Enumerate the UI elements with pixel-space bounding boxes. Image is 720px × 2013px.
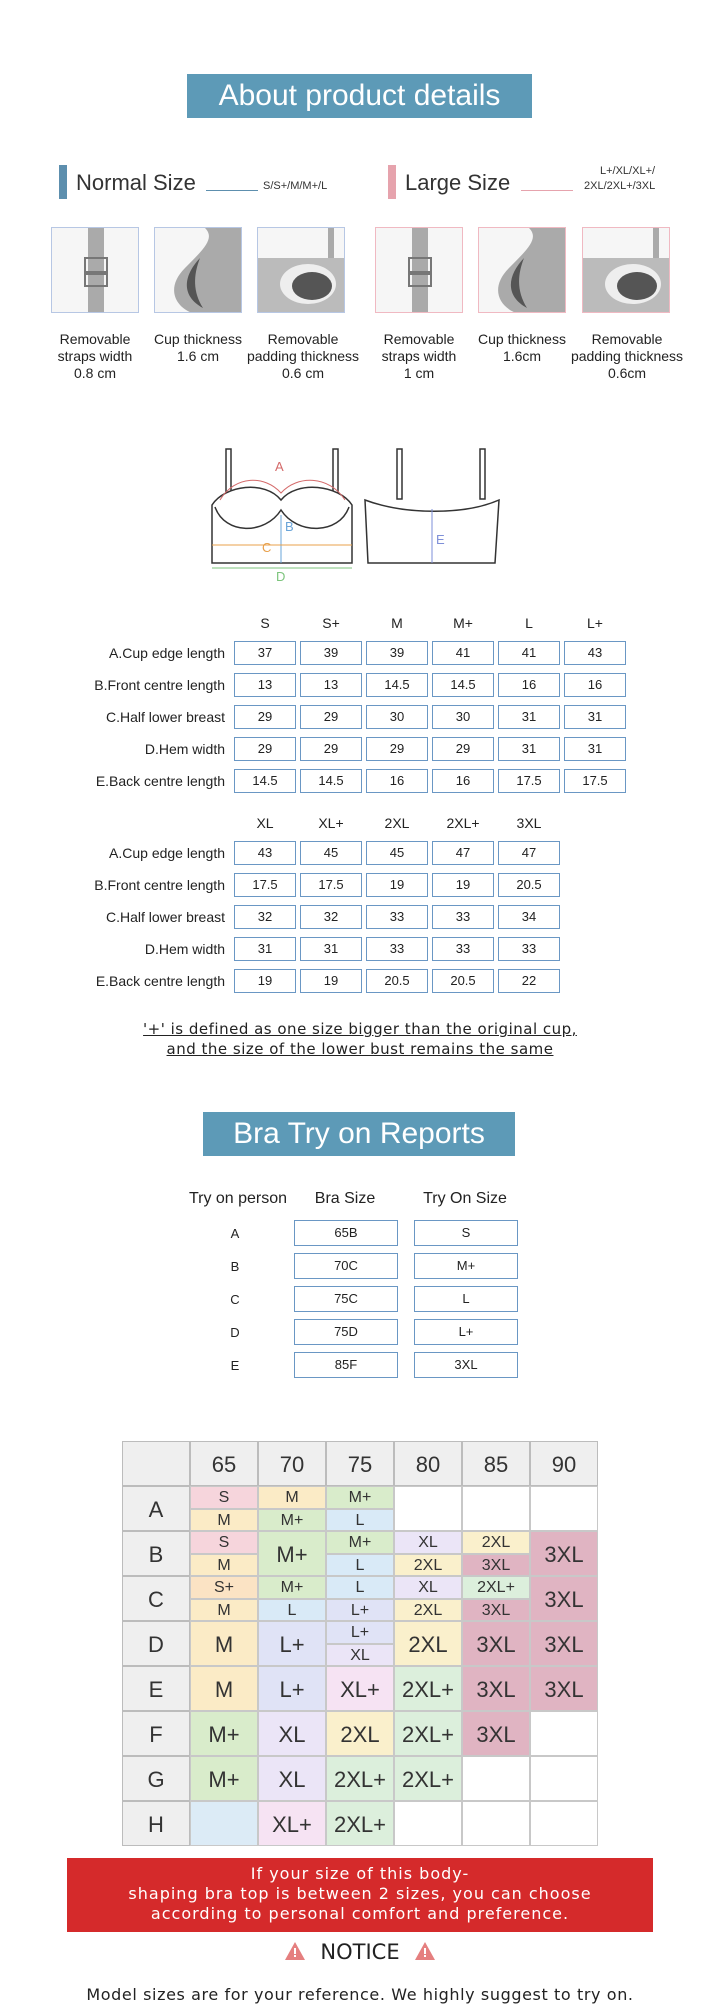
size-cell: M [190,1599,258,1622]
measure-cell: 33 [498,937,560,961]
caption-normal-padding: Removable padding thickness 0.6 cm [246,331,360,381]
measure-cell: 33 [432,905,494,929]
size-cell: L+ [258,1666,326,1711]
size-cell: XL+ [258,1801,326,1846]
try-bra-size: 75C [294,1286,398,1312]
size-cell: M [190,1666,258,1711]
measure-cell: 20.5 [432,969,494,993]
measure-cell: 13 [300,673,362,697]
size-cell: L+ [326,1621,394,1644]
size-header: XL [256,815,274,831]
size-header: S+ [322,615,340,631]
try-person: E [230,1358,240,1373]
large-padding-swatch [582,227,670,313]
size-cell [190,1801,258,1846]
try-person: C [230,1292,240,1307]
notice-row [0,1940,720,1964]
measure-cell: 34 [498,905,560,929]
size-cell-empty [530,1801,598,1846]
size-header: M+ [453,615,473,631]
caption-normal-cup: Cup thickness 1.6 cm [154,331,242,364]
band-header: 80 [394,1441,462,1486]
measure-cell: 14.5 [432,673,494,697]
size-header: L [525,615,533,631]
measure-cell: 29 [300,705,362,729]
size-cell: M+ [190,1756,258,1801]
size-cell: XL [394,1531,462,1554]
measure-row-label: C.Half lower breast [105,909,225,925]
try-bra-size: 65B [294,1220,398,1246]
size-cell: 2XL+ [394,1666,462,1711]
size-cell: 3XL [530,1531,598,1576]
measure-cell: 45 [366,841,428,865]
try-on-size: M+ [414,1253,518,1279]
diagram-label-b: B [285,519,294,534]
size-cell: XL [258,1756,326,1801]
cup-header: H [122,1801,190,1846]
size-cell: S [190,1486,258,1509]
size-cell-empty [530,1711,598,1756]
size-cell: L+ [258,1621,326,1666]
measure-cell: 31 [300,937,362,961]
large-cup-swatch [478,227,566,313]
try-person: B [230,1259,240,1274]
measure-cell: 39 [300,641,362,665]
normal-size-title: Normal Size [76,170,196,195]
large-size-title: Large Size [405,170,511,195]
measure-cell: 17.5 [234,873,296,897]
measure-cell: 19 [432,873,494,897]
cup-header: E [122,1666,190,1711]
size-cell: 3XL [462,1666,530,1711]
measure-cell: 37 [234,641,296,665]
size-cell: 2XL [462,1531,530,1554]
measure-row-label: D.Hem width [144,741,225,757]
size-cell: 3XL [462,1554,530,1577]
caption-normal-strap: Removable straps width 0.8 cm [57,331,133,381]
measure-row-label: E.Back centre length [95,973,225,989]
size-cell: 2XL+ [326,1801,394,1846]
size-cell: XL [394,1576,462,1599]
measure-cell: 20.5 [366,969,428,993]
measure-cell: 31 [564,705,626,729]
size-cell: 2XL+ [394,1756,462,1801]
measure-cell: 32 [234,905,296,929]
large-accent-bar [388,165,396,199]
diagram-label-a: A [275,459,284,474]
size-cell-empty [462,1486,530,1531]
warning-icon [284,1941,306,1961]
cup-header: D [122,1621,190,1666]
size-note-1: '+' is defined as one size bigger than the original cup, [143,1020,577,1038]
measure-cell: 31 [564,737,626,761]
size-note-2: and the size of the lower bust remains the same [166,1040,554,1058]
grid-corner [122,1441,190,1486]
size-cell: 2XL+ [326,1756,394,1801]
diagram-label-d: D [276,569,286,584]
size-cell: 2XL [394,1554,462,1577]
size-cell: L [326,1576,394,1599]
band-header: 90 [530,1441,598,1486]
size-header: L+ [587,615,603,631]
size-cell: M+ [326,1531,394,1554]
measure-row-label: E.Back centre length [95,773,225,789]
measure-cell: 19 [234,969,296,993]
size-cell: M [258,1486,326,1509]
size-cell-empty [530,1486,598,1531]
cup-header: B [122,1531,190,1576]
measure-cell: 31 [498,705,560,729]
measure-cell: 16 [564,673,626,697]
size-cell: 3XL [530,1576,598,1621]
measure-cell: 17.5 [300,873,362,897]
try-bra-size: 85F [294,1352,398,1378]
size-cell: M [190,1509,258,1532]
about-title: About product details [218,79,501,112]
size-cell: M+ [258,1509,326,1532]
size-cell: M [190,1621,258,1666]
band-header: 85 [462,1441,530,1486]
strap-icon [52,228,139,313]
diagram-label-e: E [436,532,445,547]
size-cell: 3XL [530,1621,598,1666]
measure-cell: 22 [498,969,560,993]
size-cell: 2XL [394,1621,462,1666]
large-size-list-2: 2XL/2XL+/3XL [584,180,656,192]
normal-padding-swatch [257,227,345,313]
try-bra-size: 75D [294,1319,398,1345]
cup-header: C [122,1576,190,1621]
measure-cell: 17.5 [564,769,626,793]
measure-cell: 14.5 [300,769,362,793]
warning-icon [414,1941,436,1961]
measure-cell: 16 [432,769,494,793]
try-header: Try On Size [423,1190,507,1207]
size-cell-empty [462,1756,530,1801]
size-cell: M+ [258,1576,326,1599]
cup-header: F [122,1711,190,1756]
size-cell: 2XL+ [462,1576,530,1599]
size-header: 3XL [516,815,542,831]
measure-cell: 41 [432,641,494,665]
try-title: Bra Try on Reports [233,1117,485,1150]
size-cell: 2XL [326,1711,394,1756]
try-bra-size: 70C [294,1253,398,1279]
size-cell: M [190,1554,258,1577]
size-cell: 3XL [530,1666,598,1711]
measure-cell: 20.5 [498,873,560,897]
measure-cell: 31 [234,937,296,961]
measure-cell: 45 [300,841,362,865]
size-cell: M+ [190,1711,258,1756]
normal-cup-swatch [154,227,242,313]
measure-row-label: B.Front centre length [94,877,225,893]
size-cell: XL+ [326,1666,394,1711]
size-cell-empty [462,1801,530,1846]
normal-strap-swatch [51,227,139,313]
measure-row-label: A.Cup edge length [109,645,225,661]
measure-cell: 14.5 [234,769,296,793]
size-cell: L [258,1599,326,1622]
try-on-size: L [414,1286,518,1312]
try-person: A [230,1226,240,1241]
measure-row-label: A.Cup edge length [109,845,225,861]
measure-cell: 33 [366,905,428,929]
measure-cell: 33 [432,937,494,961]
measure-cell: 17.5 [498,769,560,793]
measure-cell: 32 [300,905,362,929]
band-header: 70 [258,1441,326,1486]
size-cell: 2XL [394,1599,462,1622]
measure-cell: 29 [366,737,428,761]
cup-header: G [122,1756,190,1801]
measure-cell: 30 [432,705,494,729]
try-on-size: S [414,1220,518,1246]
padding-icon [258,228,345,313]
about-banner [187,74,532,118]
measure-cell: 41 [498,641,560,665]
cup-header: A [122,1486,190,1531]
measure-cell: 29 [300,737,362,761]
size-cell: M+ [258,1531,326,1576]
measure-cell: 33 [366,937,428,961]
measure-cell: 19 [300,969,362,993]
measure-cell: 14.5 [366,673,428,697]
measure-cell: 43 [564,641,626,665]
large-line [521,190,573,191]
measure-cell: 29 [432,737,494,761]
measure-cell: 47 [498,841,560,865]
normal-size-list: S/S+/M/M+/L [263,180,328,192]
size-header: XL+ [318,815,344,831]
try-banner [203,1112,515,1156]
size-cell: 2XL+ [394,1711,462,1756]
strap-icon [376,228,463,313]
size-cell: XL [258,1711,326,1756]
band-header: 75 [326,1441,394,1486]
try-person: D [230,1325,240,1340]
measure-cell: 30 [366,705,428,729]
measure-cell: 16 [498,673,560,697]
model-size-disclaimer: Model sizes are for your reference. We highly suggest to try on. [86,1985,634,2004]
size-cell: 3XL [462,1599,530,1622]
size-cell-empty [394,1801,462,1846]
size-cell: 3XL [462,1711,530,1756]
size-header: 2XL [384,815,410,831]
measure-cell: 39 [366,641,428,665]
large-size-list-1: L+/XL/XL+/ [600,165,656,177]
size-header: 2XL+ [446,815,480,831]
size-cell: L [326,1554,394,1577]
try-on-size: L+ [414,1319,518,1345]
normal-accent-bar [59,165,67,199]
size-cell: XL [326,1644,394,1667]
size-header: M [391,615,403,631]
caption-large-strap: Removable straps width 1 cm [381,331,457,381]
padding-icon [583,228,670,313]
size-cell: M+ [326,1486,394,1509]
notice-text: NOTICE [320,1940,400,1964]
diagram-label-c: C [262,540,272,555]
size-header: S [260,615,270,631]
size-cell: L [326,1509,394,1532]
band-header: 65 [190,1441,258,1486]
measure-cell: 13 [234,673,296,697]
size-advice-box: If your size of this body- shaping bra top is between 2 sizes, you can choose according to personal comfort and preference. [67,1858,653,1932]
measure-cell: 19 [366,873,428,897]
measure-cell: 29 [234,737,296,761]
caption-large-cup: Cup thickness 1.6cm [478,331,566,364]
caption-large-padding: Removable padding thickness 0.6cm [570,331,684,381]
size-cell: L+ [326,1599,394,1622]
measure-row-label: C.Half lower breast [105,709,225,725]
try-on-size: 3XL [414,1352,518,1378]
size-cell: S [190,1531,258,1554]
cup-icon [479,228,566,313]
measure-cell: 31 [498,737,560,761]
size-cell: 3XL [462,1621,530,1666]
try-header: Try on person [188,1190,288,1207]
size-cell: S+ [190,1576,258,1599]
size-cell-empty [394,1486,462,1531]
measure-cell: 47 [432,841,494,865]
measure-row-label: B.Front centre length [94,677,225,693]
measure-cell: 43 [234,841,296,865]
try-header: Bra Size [314,1190,376,1207]
large-strap-swatch [375,227,463,313]
measure-row-label: D.Hem width [144,941,225,957]
measure-cell: 29 [234,705,296,729]
measure-cell: 16 [366,769,428,793]
size-cell-empty [530,1756,598,1801]
cup-icon [155,228,242,313]
normal-line [206,190,258,191]
bra-measurement-diagram [205,445,505,585]
